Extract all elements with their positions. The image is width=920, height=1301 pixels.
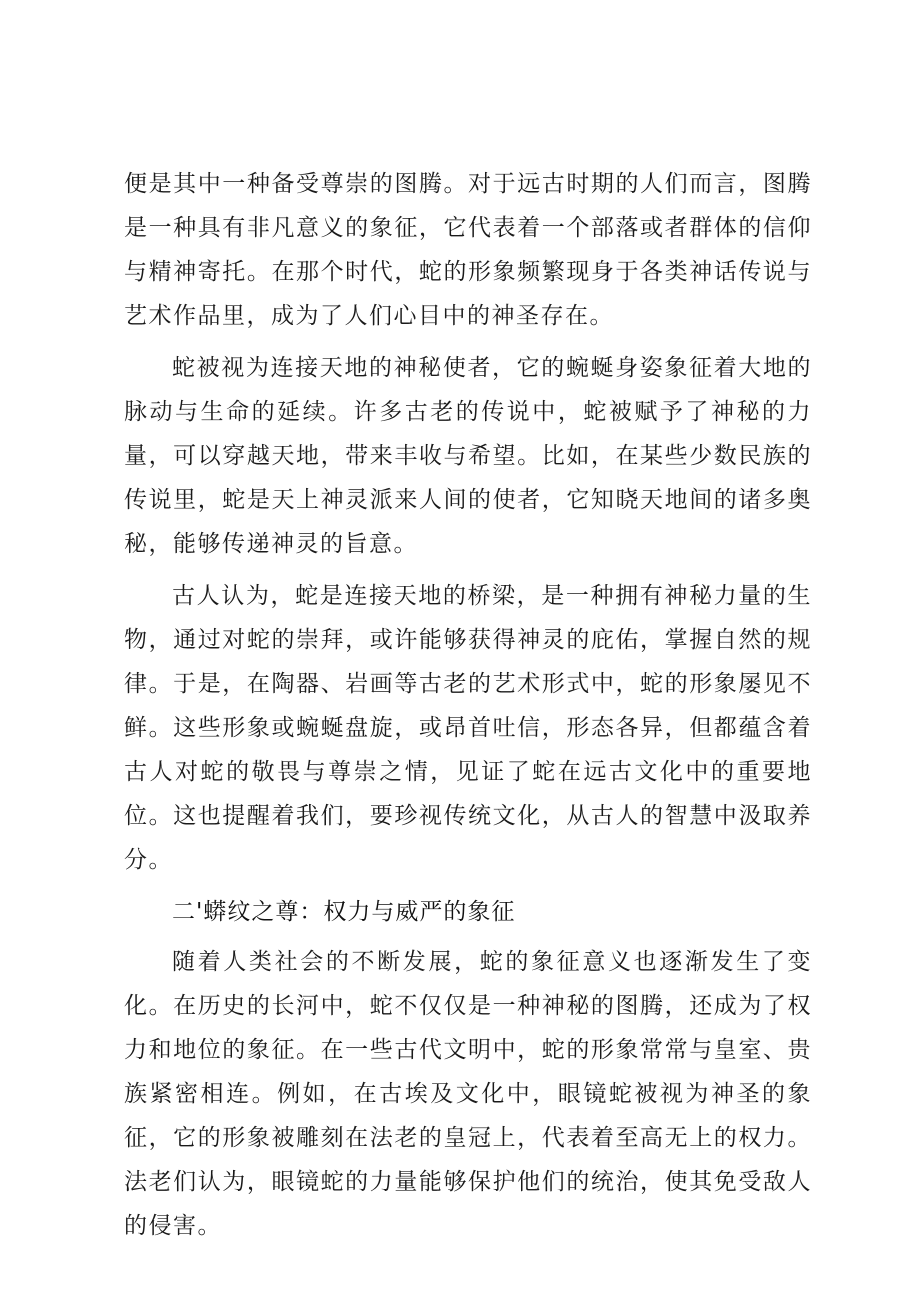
section-heading: 二'蟒纹之尊：权力与威严的象征: [172, 899, 516, 925]
paragraph-power-symbol: 随着人类社会的不断发展，蛇的象征意义也逐渐发生了变化。在历史的长河中，蛇不仅仅是一种神秘的图腾，还成为了权力和地位的象征。在一些古代文明中，蛇的形象常常与皇室、贵族紧密相连。例如，在古埃及文化中，眼镜蛇被视为神圣的象征，它的形象被雕刻在法老的皇冠上，代表着至高无上的权力。法老们认为，眼镜蛇的力量能够保护他们的统治，使其免受敌人的侵害。: [124, 949, 812, 1239]
paragraph-bridge: 古人认为，蛇是连接天地的桥梁，是一种拥有神秘力量的生物，通过对蛇的崇拜，或许能够获得神灵的庇佑，掌握自然的规律。于是，在陶器、岩画等古老的艺术形式中，蛇的形象屡见不鲜。这些形象或蜿蜒盘旋，或昂首吐信，形态各异，但都蕴含着古人对蛇的敬畏与尊崇之情，见证了蛇在远古文化中的重要地位。这也提醒着我们，要珍视传统文化，从古人的智慧中汲取养分。: [124, 583, 812, 873]
document-body: [124, 162, 812, 1256]
paragraph-messenger: 蛇被视为连接天地的神秘使者，它的蜿蜒身姿象征着大地的脉动与生命的延续。许多古老的传说中，蛇被赋予了神秘的力量，可以穿越天地，带来丰收与希望。比如，在某些少数民族的传说里，蛇是天上神灵派来人间的使者，它知晓天地间的诸多奥秘，能够传递神灵的旨意。: [124, 355, 812, 557]
paragraph-continuation: 便是其中一种备受尊崇的图腾。对于远古时期的人们而言，图腾是一种具有非凡意义的象征，它代表着一个部落或者群体的信仰与精神寄托。在那个时代，蛇的形象频繁现身于各类神话传说与艺术作品里，成为了人们心目中的神圣存在。: [124, 171, 812, 329]
